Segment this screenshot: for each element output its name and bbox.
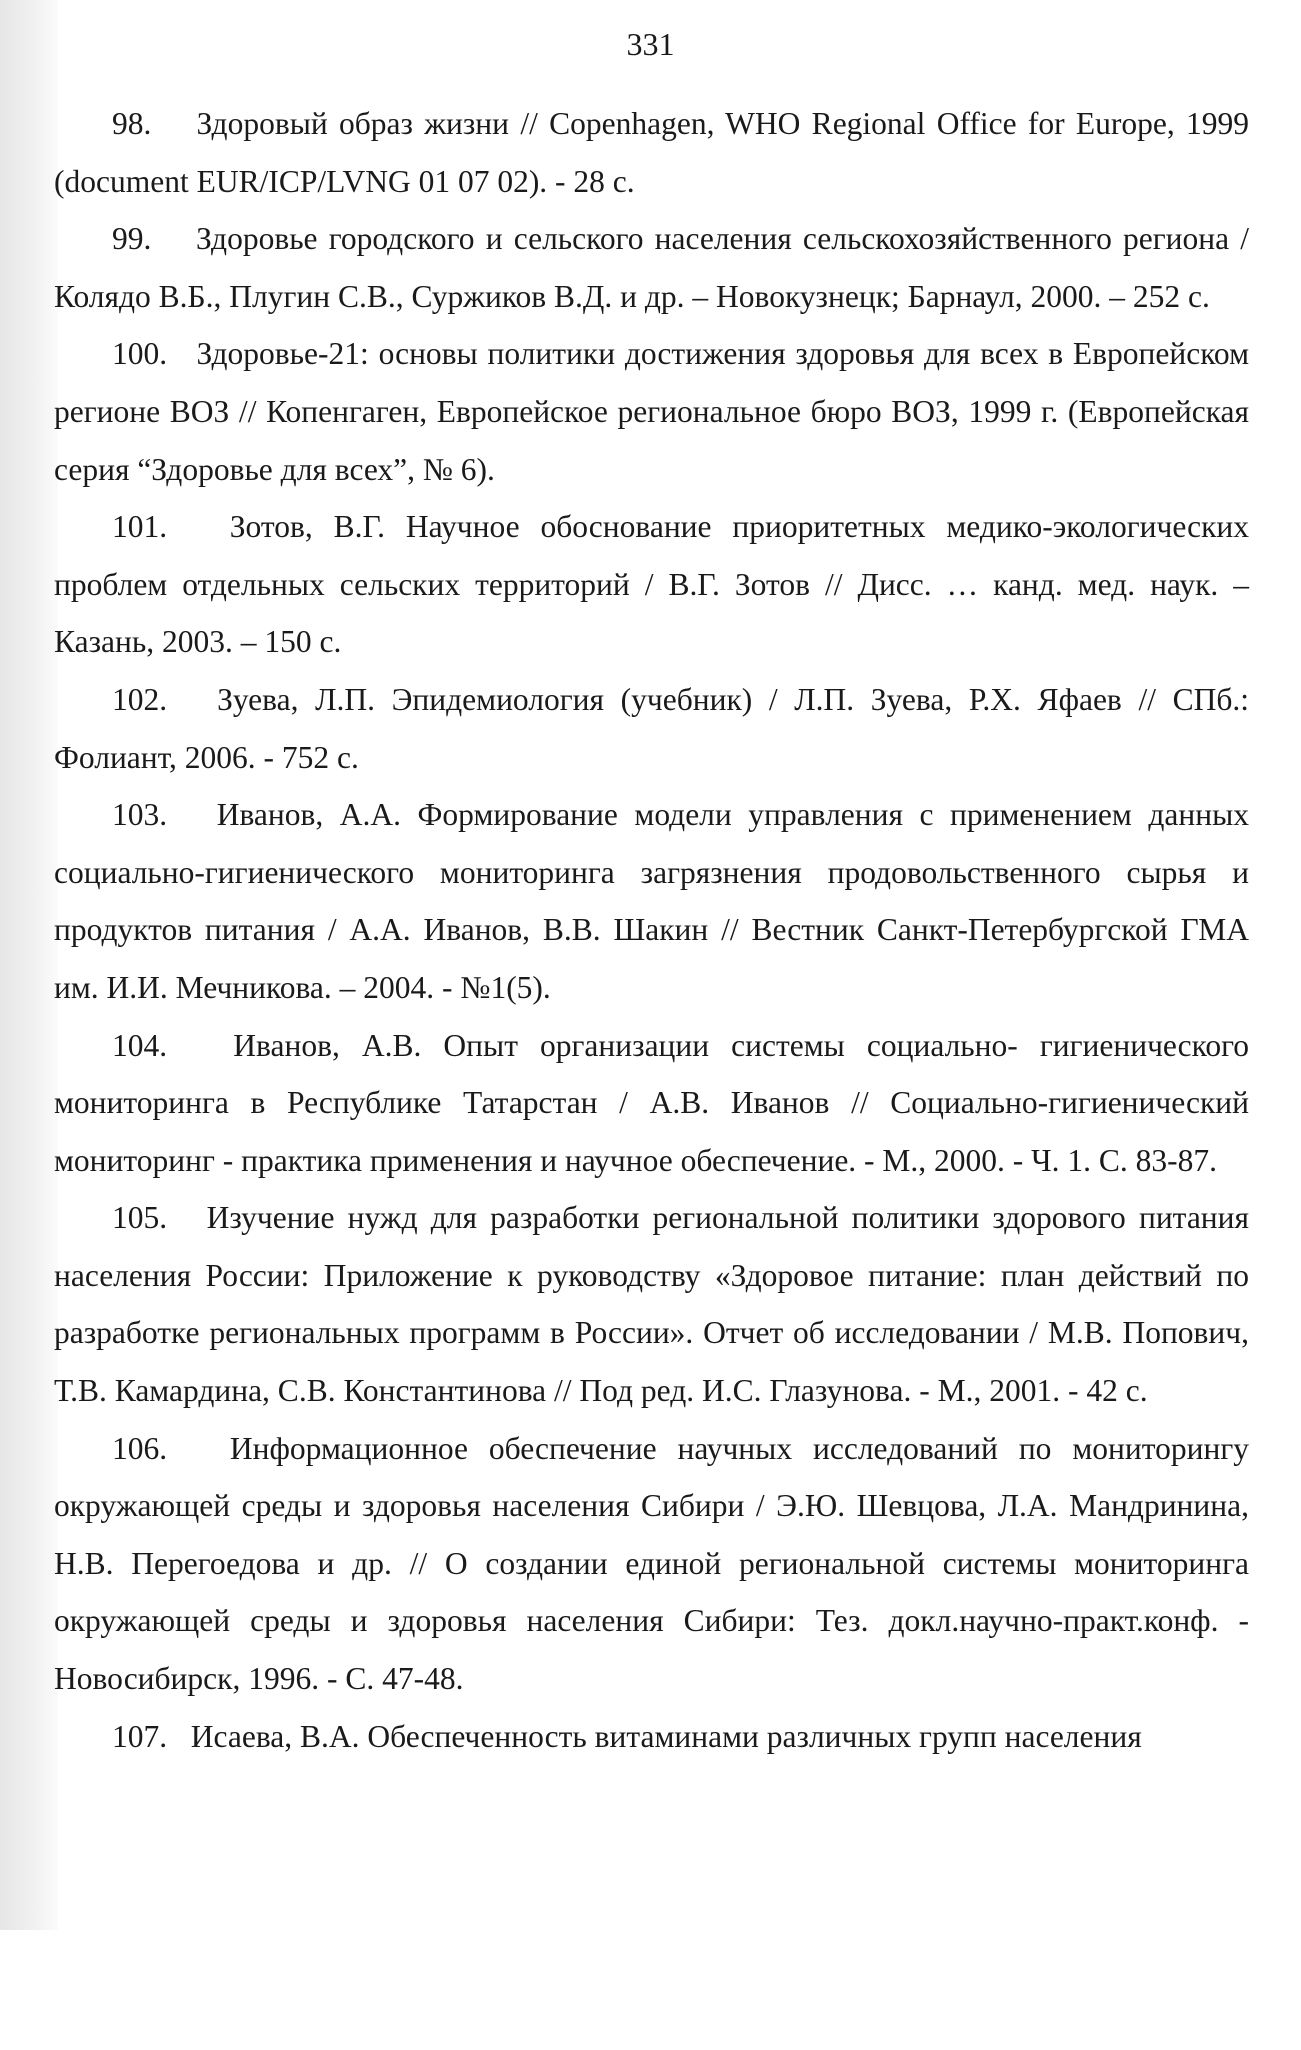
reference-text: Зуева, Л.П. Эпидемиология (учебник) / Л.П. Зуева, Р.Х. Яфаев // СПб.: Фолиант, 2006. - 752 с.: [54, 681, 1250, 775]
reference-entry: [54, 786, 1249, 1016]
reference-entry: [54, 1017, 1249, 1190]
reference-number: 106.: [112, 1430, 168, 1466]
reference-text: Иванов, А.А. Формирование модели управления с применением данных социально-гигиенического мониторинга загрязнения продовольственного сырья и продуктов питания / А.А. Иванов, В.В. Шакин // Вестник Санкт-Петербургской ГМА им. И.И. Мечникова. – 2004. - №1(5).: [54, 797, 1250, 1005]
reference-entry: [54, 210, 1249, 325]
reference-number: 99.: [112, 221, 152, 257]
reference-entry: [54, 498, 1249, 671]
reference-text: Здоровье-21: основы политики достижения здоровья для всех в Европейском регионе ВОЗ // Копенгаген, Европейское региональное бюро ВОЗ, 1999 г. (Европейская серия “Здоровье для всех”, № 6).: [54, 336, 1250, 487]
reference-text: Зотов, В.Г. Научное обоснование приоритетных медико-экологических проблем отдельных сельских территорий / В.Г. Зотов // Дисс. … канд. мед. наук. – Казань, 2003. – 150 с.: [54, 509, 1250, 660]
reference-entry: [54, 1708, 1249, 1766]
reference-entry: [54, 95, 1249, 210]
reference-number: 104.: [112, 1027, 168, 1063]
reference-number: 103.: [112, 797, 168, 833]
reference-text: Здоровье городского и сельского населения сельскохозяйственного региона / Колядо В.Б., Плугин С.В., Суржиков В.Д. и др. – Новокузнецк; Барнаул, 2000. – 252 с.: [54, 221, 1250, 314]
reference-number: 98.: [112, 106, 152, 141]
reference-number: 107.: [112, 1718, 168, 1754]
reference-text: Здоровый образ жизни // Copenhagen, WHO Regional Office for Europe, 1999 (document EUR/ICP/LVNG 01 07 02). - 28 с.: [54, 106, 1250, 199]
reference-number: 102.: [112, 681, 168, 717]
reference-text: Исаева, В.А. Обеспеченность витаминами различных групп населения: [190, 1718, 1142, 1754]
page-number: 331: [626, 26, 675, 62]
reference-text: Изучение нужд для разработки региональной политики здорового питания населения России: Приложение к руководству «Здоровое питание: план действий по разработке региональных программ в России». Отчет об исследовании / М.В. Попович, Т.В. Камардина, С.В. Константинова // Под ред. И.С. Глазунова. - М., 2001. - 42 с.: [54, 1200, 1250, 1409]
reference-text: Информационное обеспечение научных исследований по мониторингу окружающей среды и здоровья населения Сибири / Э.Ю. Шевцова, Л.А. Мандринина, Н.В. Перегоедова и др. // О создании единой региональной системы мониторинга окружающей среды и здоровья населения Сибири: Тез. докл.научно-практ.конф. - Новосибирск, 1996. - С. 47-48.: [54, 1430, 1249, 1697]
reference-text: Иванов, А.В. Опыт организации системы социально- гигиенического мониторинга в Республике Татарстан / А.В. Иванов // Социально-гигиенический мониторинг - практика применения и научное обеспечение. - М., 2000. - Ч. 1. С. 83-87.: [54, 1027, 1250, 1178]
reference-entry: [54, 325, 1249, 498]
reference-list: [54, 95, 1249, 1765]
reference-number: 100.: [112, 336, 168, 372]
reference-number: 101.: [112, 509, 168, 545]
reference-entry: [54, 1420, 1249, 1708]
reference-entry: [54, 1189, 1249, 1419]
reference-entry: [54, 671, 1249, 786]
reference-number: 105.: [112, 1200, 168, 1236]
